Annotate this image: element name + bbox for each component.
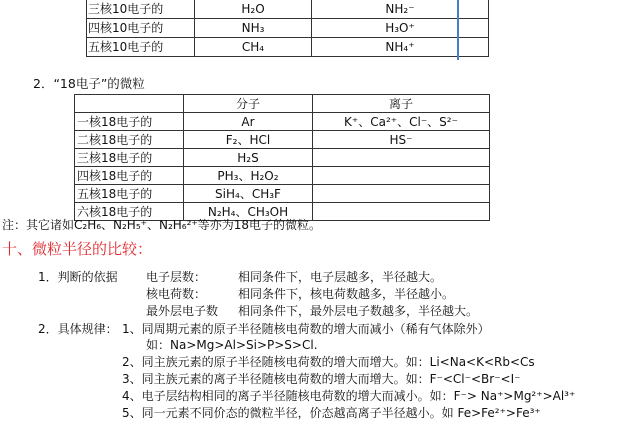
rule-item: 2、同主族元素的原子半径随核电荷数的增大而增大。如：Li<Na<K<Rb<Cs: [122, 355, 535, 369]
row-label: 一核18电子的: [75, 113, 184, 131]
criteria-label: 1．判断的依据: [38, 270, 118, 284]
criterion-desc: 相同条件下，最外层电子数越多，半径越大。: [238, 304, 479, 318]
header-molecule: 分子: [184, 95, 313, 113]
molecule-cell: PH₃、H₂O₂: [184, 167, 313, 185]
table-row: [75, 185, 490, 203]
ion-cell: NH₂⁻: [312, 0, 489, 19]
header-ion: 离子: [313, 95, 490, 113]
section2-title: 2．“18电子”的微粒: [33, 76, 145, 91]
ten-electron-table: [86, 0, 489, 57]
ion-cell: [313, 167, 490, 185]
molecule-cell: F₂、HCl: [184, 131, 313, 149]
ion-cell: [313, 185, 490, 203]
ion-cell: [313, 149, 490, 167]
row-label: 二核18电子的: [75, 131, 184, 149]
rule-item: 4、电子层结构相同的离子半径随核电荷数的增大而减小。如：F⁻> Na⁺>Mg²⁺>Al³⁺: [122, 389, 576, 403]
rules-label: 2．具体规律：: [38, 322, 118, 336]
table-row: [87, 38, 489, 57]
molecule-cell: CH₄: [195, 38, 312, 57]
row-label: 五核10电子的: [87, 38, 195, 57]
criterion-desc: 相同条件下，核电荷数越多，半径越小。: [238, 287, 455, 301]
row-label: 三核10电子的: [87, 0, 195, 19]
eighteen-electron-table: [74, 94, 490, 221]
table-row: [75, 113, 490, 131]
molecule-cell: NH₃: [195, 19, 312, 38]
rule-item: 5、同一元素不同价态的微粒半径，价态越高离子半径越小。如 Fe>Fe²⁺>Fe³⁺: [122, 406, 541, 420]
table-row: [87, 0, 489, 19]
criterion-name: 电子层数：: [146, 270, 207, 284]
ion-cell: [313, 203, 490, 221]
note-text: 注：其它诸如C₂H₆、N₂H₅⁺、N₂H₆²⁺等亦为18电子的微粒。: [2, 218, 322, 232]
margin-divider-line: [457, 0, 459, 60]
molecule-cell: N₂H₄、CH₃OH: [184, 203, 313, 221]
section10-title: 十、微粒半径的比较：: [2, 240, 153, 258]
ion-cell: H₃O⁺: [312, 19, 489, 38]
molecule-cell: H₂O: [195, 0, 312, 19]
table-row: [75, 167, 490, 185]
row-label: 五核18电子的: [75, 185, 184, 203]
row-label: 三核18电子的: [75, 149, 184, 167]
table-header-row: [75, 95, 490, 113]
header-empty: [75, 95, 184, 113]
table-row: [75, 131, 490, 149]
rule-item: 3、同主族元素的离子半径随核电荷数的增大而增大。如：F⁻<Cl⁻<Br⁻<I⁻: [122, 372, 521, 386]
rule-example: 如：Na>Mg>Al>Si>P>S>Cl.: [146, 338, 318, 352]
row-label: 六核18电子的: [75, 203, 184, 221]
row-label: 四核10电子的: [87, 19, 195, 38]
criterion-name: 核电荷数：: [146, 287, 207, 301]
criterion-desc: 相同条件下，电子层越多，半径越大。: [238, 270, 443, 284]
ion-cell: NH₄⁺: [312, 38, 489, 57]
row-label: 四核18电子的: [75, 167, 184, 185]
rule-item: 1、同周期元素的原子半径随核电荷数的增大而减小（稀有气体除外）: [122, 322, 490, 336]
table-row: [75, 149, 490, 167]
table-row: [87, 19, 489, 38]
molecule-cell: H₂S: [184, 149, 313, 167]
ion-cell: HS⁻: [313, 131, 490, 149]
ion-cell: K⁺、Ca²⁺、Cl⁻、S²⁻: [313, 113, 490, 131]
criterion-name: 最外层电子数: [146, 304, 219, 318]
molecule-cell: Ar: [184, 113, 313, 131]
molecule-cell: SiH₄、CH₃F: [184, 185, 313, 203]
